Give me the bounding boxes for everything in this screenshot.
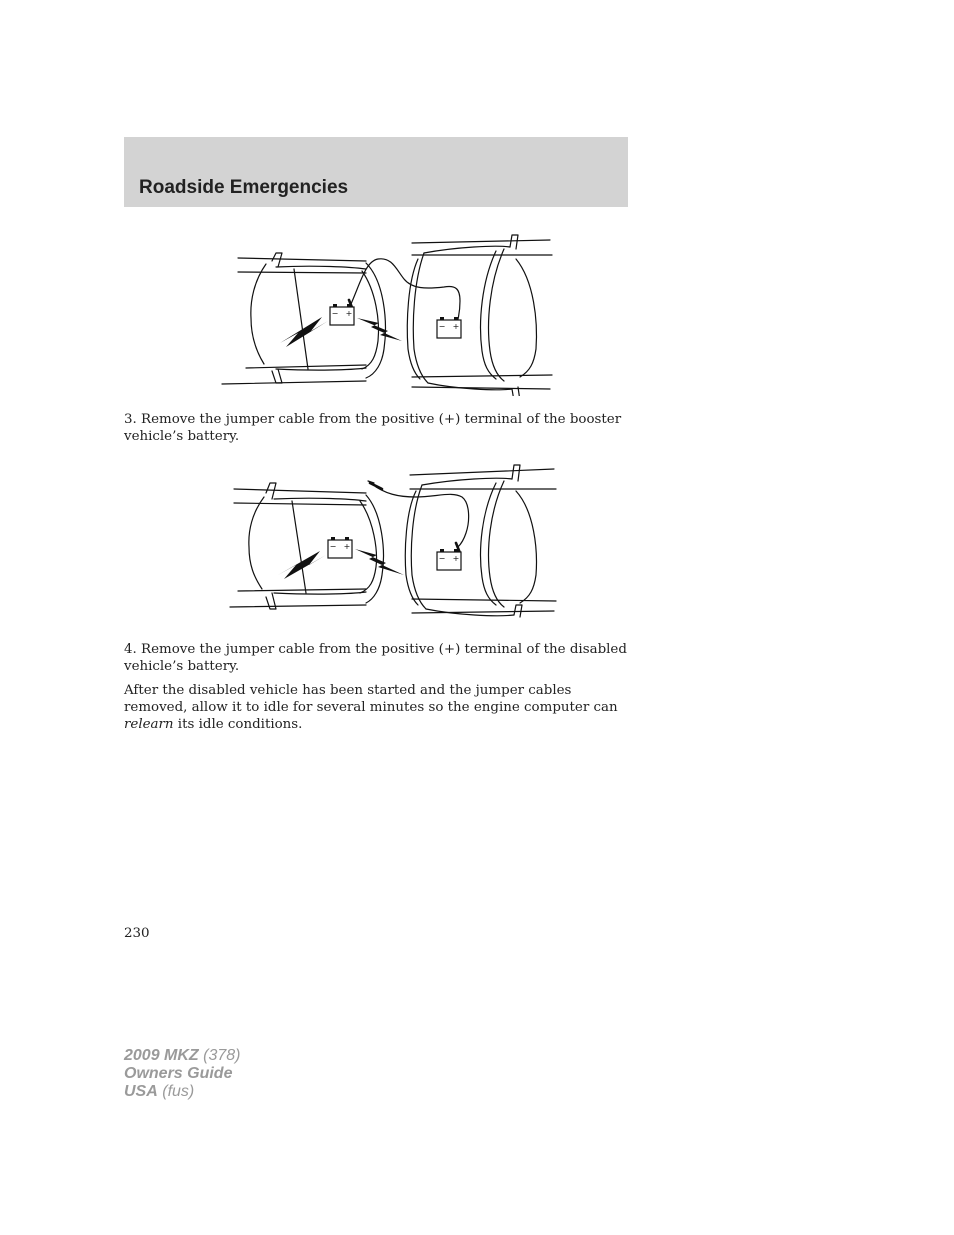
cable-clamp-loose: [370, 483, 382, 489]
step-3-text: 3. Remove the jumper cable from the positive (+) terminal of the booster vehicle’s battery.: [124, 412, 622, 444]
booster-vehicle-outline: [405, 465, 556, 617]
relearn-emphasis: relearn: [124, 717, 174, 732]
battery-right-minus: −: [438, 322, 446, 331]
battery-right-icon: [437, 549, 461, 570]
battery-left-minus: −: [331, 309, 339, 318]
battery-left-plus: +: [343, 542, 351, 551]
after-start-paragraph: [124, 682, 630, 733]
footer-region-line: [124, 1083, 241, 1101]
after-start-text-2: its idle conditions.: [173, 717, 303, 732]
spark-bolt-left-icon: [278, 551, 326, 579]
page-number: 230: [124, 926, 150, 941]
figure-jumper-cable-removed: [216, 461, 562, 626]
step-4-text: 4. Remove the jumper cable from the positive (+) terminal of the disabled vehicle’s battery.: [124, 642, 627, 674]
battery-left-icon: [328, 537, 352, 558]
jumper-cable: [376, 487, 469, 547]
document-footer: [124, 1047, 241, 1101]
battery-left-minus: −: [329, 542, 337, 551]
battery-left-icon: [330, 304, 354, 325]
section-header: [124, 137, 628, 207]
booster-vehicle-outline: [407, 235, 552, 396]
section-title: Roadside Emergencies: [139, 177, 349, 198]
footer-model-line: [124, 1047, 241, 1065]
disabled-vehicle-outline: [230, 483, 383, 609]
footer-region-code: (fus): [162, 1083, 195, 1100]
after-start-text-1: After the disabled vehicle has been started and the jumper cables removed, allow it to idle for several minutes so the engine computer can: [124, 683, 618, 715]
battery-left-plus: +: [345, 309, 353, 318]
spark-bolt-right-icon: [357, 318, 402, 341]
battery-right-icon: [437, 317, 461, 338]
footer-guide: Owners Guide: [124, 1065, 233, 1082]
battery-right-plus: +: [452, 554, 460, 563]
figure-jumper-cables-connected: [216, 231, 562, 396]
battery-right-plus: +: [452, 322, 460, 331]
spark-bolt-right-icon: [355, 549, 404, 575]
disabled-vehicle-outline: [222, 253, 385, 384]
jumper-cable-illustration-1: [216, 231, 562, 396]
battery-right-minus: −: [438, 554, 446, 563]
footer-model: 2009 MKZ: [124, 1047, 199, 1064]
jumper-cable-illustration-2: [216, 461, 562, 626]
footer-region: USA: [124, 1083, 158, 1100]
footer-model-code: (378): [203, 1047, 241, 1064]
